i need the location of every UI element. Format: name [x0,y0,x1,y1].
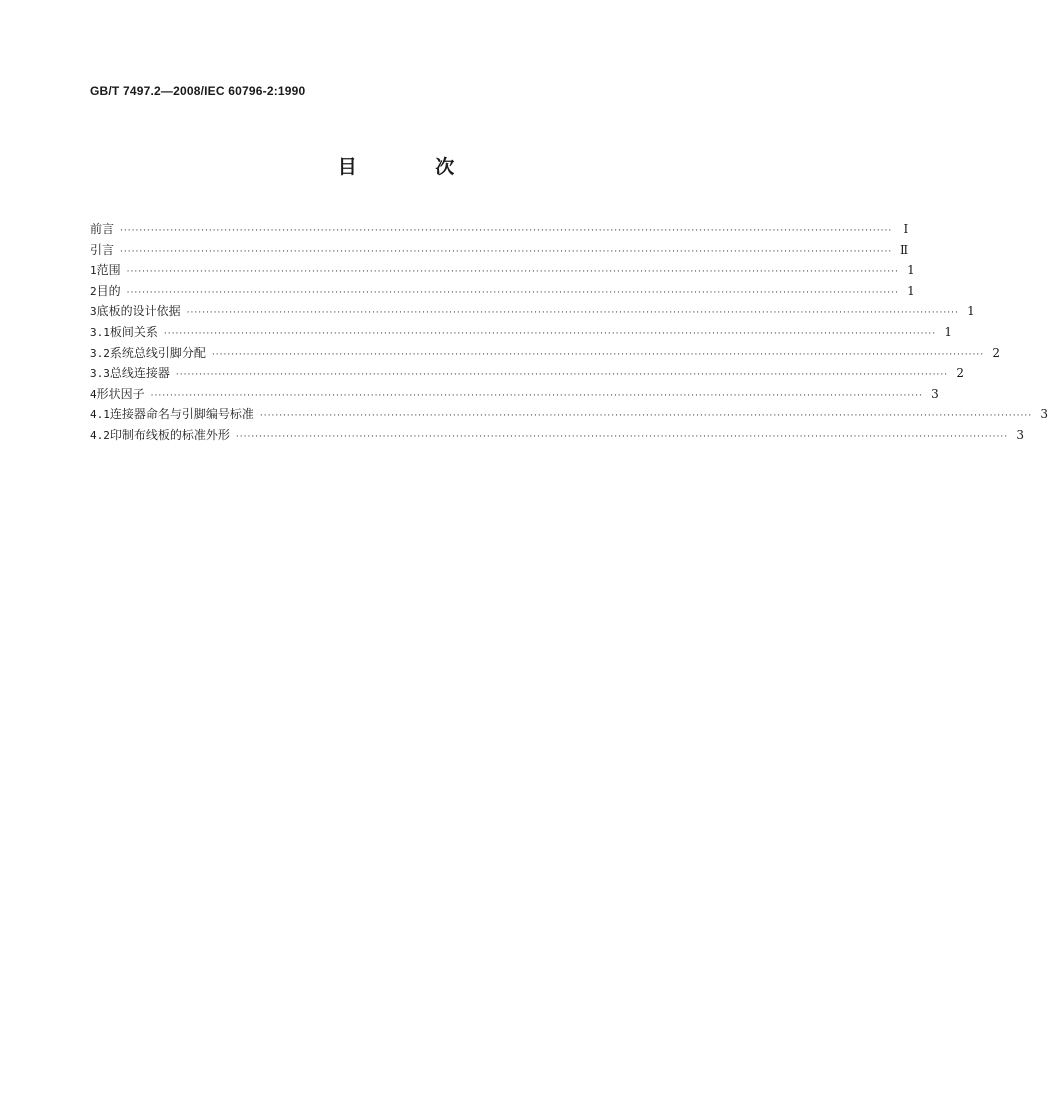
toc-entry-page: 1 [907,263,915,278]
toc-leader-dots: ········································································································································································································ [211,349,985,360]
toc-entry-label: 系统总线引脚分配 [109,345,206,360]
toc-entry-3-2[interactable] [90,343,1001,364]
toc-entry-4-2[interactable] [90,425,1025,446]
toc-leader-dots: ········································································································································································································ [126,287,899,298]
toc-leader-dots: ········································································································································································································ [186,308,959,319]
toc-entry-1[interactable] [90,260,915,281]
toc-entry-number: 3.2 [90,346,110,360]
toc-entry-2[interactable] [90,281,915,302]
toc-entry-3-1[interactable] [90,322,953,343]
toc-entry-page: 3 [1040,407,1048,422]
table-of-contents [90,219,1048,446]
standard-code-header: GB/T 7497.2—2008/IEC 60796-2:1990 [90,84,306,98]
toc-entry-4-1[interactable] [90,404,1048,425]
toc-entry-label: 形状因子 [96,386,145,401]
toc-entry-page: 2 [992,345,1001,360]
toc-entry-number: 4.1 [90,408,110,422]
toc-entry-label: 板间关系 [109,324,158,339]
toc-entry-label: 总线连接器 [109,366,170,381]
toc-entry-page: 3 [1016,427,1025,442]
toc-leader-dots: ········································································································································································································ [235,431,1009,442]
toc-leader-dots: ········································································································································································································ [120,226,893,236]
toc-entry-4[interactable] [90,384,939,405]
toc-entry-page: 2 [956,366,965,381]
toc-entry-page: Ⅰ [903,222,909,236]
toc-leader-dots: ········································································································································································································ [259,411,1033,422]
toc-entry-label: 底板的设计依据 [96,304,181,319]
toc-entry-number: 4 [90,387,97,401]
toc-entry-page: 1 [944,324,953,339]
toc-entry-3-3[interactable] [90,363,965,384]
toc-entry-page: 3 [931,386,939,401]
toc-entry-number: 3.1 [90,325,110,339]
toc-entry-label: 目的 [96,283,121,298]
toc-entry-introduction[interactable] [90,240,909,261]
toc-entry-page: 1 [967,304,975,319]
toc-entry-label: 连接器命名与引脚编号标准 [109,407,254,422]
toc-entry-number: 2 [90,284,97,298]
toc-entry-label: 引言 [90,242,115,257]
toc-leader-dots: ········································································································································································································ [126,267,899,278]
toc-entry-page: 1 [907,283,915,298]
toc-entry-label: 印制布线板的标准外形 [109,427,230,442]
toc-leader-dots: ········································································································································································································ [175,370,949,381]
toc-leader-dots: ········································································································································································································ [120,246,893,257]
toc-entry-number: 3 [90,305,97,319]
toc-entry-label: 范围 [96,263,121,278]
toc-entry-number: 3.3 [90,367,110,381]
toc-entry-number: 4.2 [90,428,110,442]
toc-entry-page: Ⅱ [900,242,909,257]
toc-entry-number: 1 [90,264,97,278]
toc-leader-dots: ········································································································································································································ [150,390,923,401]
toc-entry-3[interactable] [90,301,975,322]
toc-leader-dots: ········································································································································································································ [163,328,937,339]
toc-title: 目 次 [337,156,491,178]
toc-entry-label: 前言 [90,222,115,236]
toc-entry-foreword[interactable] [90,219,909,240]
